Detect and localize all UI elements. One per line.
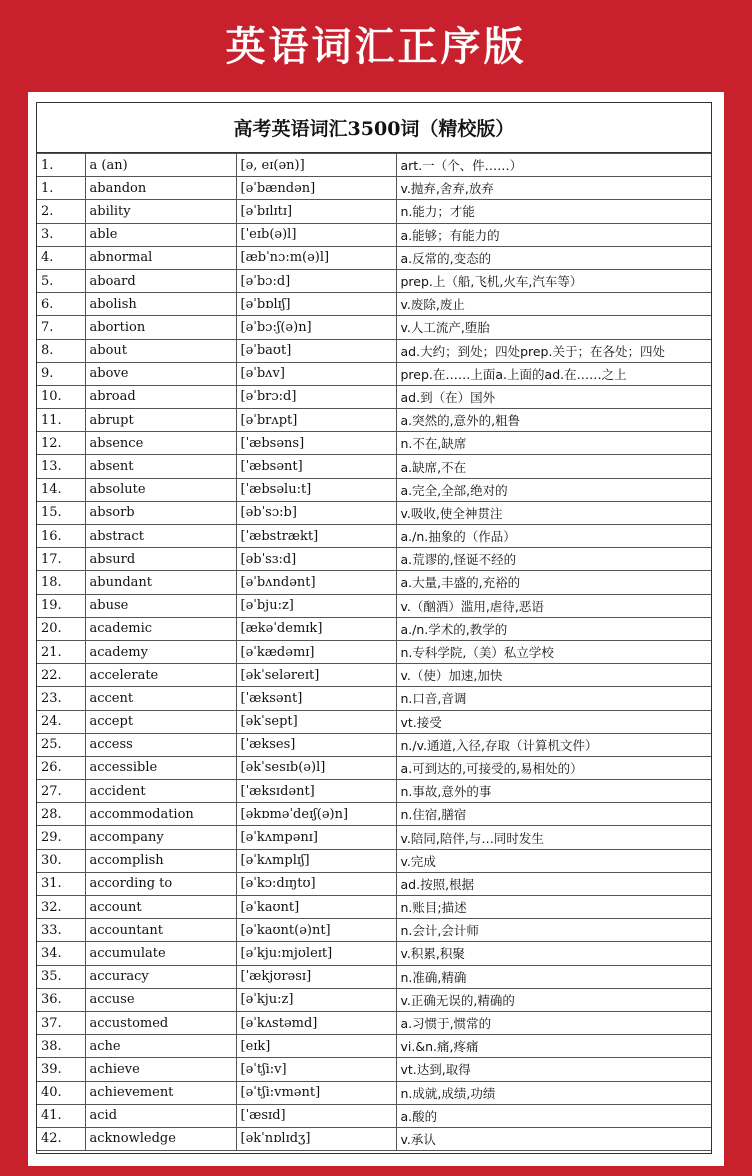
meaning-cell: a.完全,全部,绝对的 (396, 478, 711, 501)
phonetic-cell: [əˈbɪlɪtɪ] (236, 200, 396, 223)
phonetic-cell: [əˈkju:z] (236, 988, 396, 1011)
row-number-cell: 36. (37, 988, 85, 1011)
phonetic-cell: [əbˈsɜ:d] (236, 548, 396, 571)
row-number-cell: 26. (37, 756, 85, 779)
phonetic-cell: [əbˈsɔ:b] (236, 501, 396, 524)
row-number-cell: 16. (37, 525, 85, 548)
row-number-cell: 38. (37, 1035, 85, 1058)
document-title-text: 高考英语词汇3500词（精校版） (233, 118, 515, 140)
word-cell: absorb (85, 501, 236, 524)
phonetic-cell: [ˈæksənt] (236, 687, 396, 710)
row-number-cell: 2. (37, 200, 85, 223)
phonetic-cell: [ˈeɪb(ə)l] (236, 223, 396, 246)
word-cell: abroad (85, 385, 236, 408)
row-number-cell: 23. (37, 687, 85, 710)
row-number-cell: 34. (37, 942, 85, 965)
row-number-cell: 5. (37, 269, 85, 292)
row-number-cell: 40. (37, 1081, 85, 1104)
table-row (37, 988, 711, 1011)
word-cell: absence (85, 432, 236, 455)
table-row (37, 223, 711, 246)
table-row (37, 432, 711, 455)
word-cell: academy (85, 640, 236, 663)
table-row (37, 594, 711, 617)
word-cell: above (85, 362, 236, 385)
word-cell: abolish (85, 293, 236, 316)
meaning-cell: a.荒谬的,怪诞不经的 (396, 548, 711, 571)
phonetic-cell: [əˈkædəmɪ] (236, 640, 396, 663)
phonetic-cell: [əˈkju:mjʊleɪt] (236, 942, 396, 965)
meaning-cell: a.突然的,意外的,粗鲁 (396, 409, 711, 432)
row-number-cell: 21. (37, 640, 85, 663)
row-number-cell: 25. (37, 733, 85, 756)
row-number-cell: 31. (37, 872, 85, 895)
row-number-cell: 42. (37, 1127, 85, 1150)
document-page (28, 92, 724, 1166)
word-cell: abuse (85, 594, 236, 617)
row-number-cell: 32. (37, 896, 85, 919)
word-cell: acid (85, 1104, 236, 1127)
table-row (37, 942, 711, 965)
word-cell: accuracy (85, 965, 236, 988)
table-row (37, 1104, 711, 1127)
meaning-cell: n.能力；才能 (396, 200, 711, 223)
row-number-cell: 39. (37, 1058, 85, 1081)
table-row (37, 455, 711, 478)
meaning-cell: prep.在……上面a.上面的ad.在……之上 (396, 362, 711, 385)
row-number-cell: 11. (37, 409, 85, 432)
phonetic-cell: [ˈæbsənt] (236, 455, 396, 478)
phonetic-cell: [æbˈnɔ:m(ə)l] (236, 246, 396, 269)
table-row (37, 965, 711, 988)
phonetic-cell: [əˈbju:z] (236, 594, 396, 617)
phonetic-cell: [əˈbrʌpt] (236, 409, 396, 432)
table-row (37, 803, 711, 826)
meaning-cell: v.抛弃,舍弃,放弃 (396, 177, 711, 200)
meaning-cell: a.酸的 (396, 1104, 711, 1127)
meaning-cell: n.账目;描述 (396, 896, 711, 919)
row-number-cell: 30. (37, 849, 85, 872)
table-row (37, 501, 711, 524)
word-cell: achievement (85, 1081, 236, 1104)
word-cell: accuse (85, 988, 236, 1011)
table-row (37, 1058, 711, 1081)
phonetic-cell: [əˈbɒlɪʃ] (236, 293, 396, 316)
meaning-cell: n.口音,音调 (396, 687, 711, 710)
phonetic-cell: [ˈæbstrækt] (236, 525, 396, 548)
row-number-cell: 33. (37, 919, 85, 942)
word-cell: accumulate (85, 942, 236, 965)
meaning-cell: ad.到（在）国外 (396, 385, 711, 408)
meaning-cell: a./n.抽象的（作品） (396, 525, 711, 548)
meaning-cell: n.成就,成绩,功绩 (396, 1081, 711, 1104)
word-cell: access (85, 733, 236, 756)
table-row (37, 756, 711, 779)
phonetic-cell: [əkˈsept] (236, 710, 396, 733)
table-row (37, 1127, 711, 1150)
word-cell: abnormal (85, 246, 236, 269)
row-number-cell: 10. (37, 385, 85, 408)
meaning-cell: art.一（个、件……） (396, 154, 711, 177)
phonetic-cell: [əˈbʌndənt] (236, 571, 396, 594)
word-cell: academic (85, 617, 236, 640)
table-row (37, 362, 711, 385)
word-cell: accelerate (85, 664, 236, 687)
phonetic-cell: [əˈbʌv] (236, 362, 396, 385)
phonetic-cell: [ˈækjʊrəsɪ] (236, 965, 396, 988)
meaning-cell: a.能够；有能力的 (396, 223, 711, 246)
meaning-cell: a.缺席,不在 (396, 455, 711, 478)
document-title (37, 103, 711, 153)
word-cell: absent (85, 455, 236, 478)
row-number-cell: 14. (37, 478, 85, 501)
table-row (37, 687, 711, 710)
word-cell: account (85, 896, 236, 919)
meaning-cell: ad.大约；到处；四处prep.关于；在各处；四处 (396, 339, 711, 362)
phonetic-cell: [əˈkaʊnt(ə)nt] (236, 919, 396, 942)
vocabulary-table (37, 153, 711, 1151)
word-cell: absolute (85, 478, 236, 501)
row-number-cell: 9. (37, 362, 85, 385)
phonetic-cell: [əˈbrɔ:d] (236, 385, 396, 408)
table-row (37, 896, 711, 919)
phonetic-cell: [əˈkʌmpənɪ] (236, 826, 396, 849)
phonetic-cell: [əˈkɔ:dɪŋtʊ] (236, 872, 396, 895)
table-row (37, 478, 711, 501)
meaning-cell: v.废除,废止 (396, 293, 711, 316)
word-cell: accept (85, 710, 236, 733)
meaning-cell: v.人工流产,堕胎 (396, 316, 711, 339)
word-cell: aboard (85, 269, 236, 292)
row-number-cell: 17. (37, 548, 85, 571)
phonetic-cell: [əˈkaʊnt] (236, 896, 396, 919)
word-cell: accident (85, 780, 236, 803)
word-cell: abrupt (85, 409, 236, 432)
row-number-cell: 13. (37, 455, 85, 478)
table-row (37, 525, 711, 548)
phonetic-cell: [əˈtʃi:vmənt] (236, 1081, 396, 1104)
word-cell: absurd (85, 548, 236, 571)
word-cell: abortion (85, 316, 236, 339)
word-cell: about (85, 339, 236, 362)
meaning-cell: n.专科学院,（美）私立学校 (396, 640, 711, 663)
row-number-cell: 22. (37, 664, 85, 687)
meaning-cell: a./n.学术的,教学的 (396, 617, 711, 640)
meaning-cell: v.陪同,陪伴,与…同时发生 (396, 826, 711, 849)
table-row (37, 1011, 711, 1034)
phonetic-cell: [ˈækses] (236, 733, 396, 756)
row-number-cell: 15. (37, 501, 85, 524)
meaning-cell: a.可到达的,可接受的,易相处的） (396, 756, 711, 779)
table-row (37, 571, 711, 594)
phonetic-cell: [əkˈsesɪb(ə)l] (236, 756, 396, 779)
word-cell: abundant (85, 571, 236, 594)
row-number-cell: 28. (37, 803, 85, 826)
table-row (37, 826, 711, 849)
row-number-cell: 1. (37, 154, 85, 177)
table-row (37, 385, 711, 408)
table-row (37, 640, 711, 663)
table-row (37, 339, 711, 362)
table-row (37, 780, 711, 803)
row-number-cell: 37. (37, 1011, 85, 1034)
phonetic-cell: [əkɒməˈdeɪʃ(ə)n] (236, 803, 396, 826)
table-row (37, 269, 711, 292)
row-number-cell: 41. (37, 1104, 85, 1127)
meaning-cell: v.（酗酒）滥用,虐待,恶语 (396, 594, 711, 617)
row-number-cell: 7. (37, 316, 85, 339)
table-row (37, 246, 711, 269)
word-cell: ache (85, 1035, 236, 1058)
word-cell: accomplish (85, 849, 236, 872)
word-cell: acknowledge (85, 1127, 236, 1150)
word-cell: abstract (85, 525, 236, 548)
word-cell: achieve (85, 1058, 236, 1081)
meaning-cell: vt.达到,取得 (396, 1058, 711, 1081)
phonetic-cell: [eɪk] (236, 1035, 396, 1058)
table-row (37, 409, 711, 432)
vocabulary-table-body (37, 154, 711, 1151)
table-row (37, 154, 711, 177)
table-row (37, 548, 711, 571)
meaning-cell: vt.接受 (396, 710, 711, 733)
meaning-cell: n.不在,缺席 (396, 432, 711, 455)
row-number-cell: 3. (37, 223, 85, 246)
row-number-cell: 20. (37, 617, 85, 640)
meaning-cell: prep.上（船,飞机,火车,汽车等） (396, 269, 711, 292)
row-number-cell: 35. (37, 965, 85, 988)
phonetic-cell: [əkˈseləreɪt] (236, 664, 396, 687)
word-cell: ability (85, 200, 236, 223)
meaning-cell: n.事故,意外的事 (396, 780, 711, 803)
vocabulary-table-frame (36, 102, 712, 1154)
phonetic-cell: [əˈbɔ:d] (236, 269, 396, 292)
meaning-cell: v.吸收,使全神贯注 (396, 501, 711, 524)
row-number-cell: 18. (37, 571, 85, 594)
row-number-cell: 12. (37, 432, 85, 455)
meaning-cell: n.住宿,膳宿 (396, 803, 711, 826)
meaning-cell: a.习惯于,惯常的 (396, 1011, 711, 1034)
word-cell: accommodation (85, 803, 236, 826)
phonetic-cell: [əˈbɔ:ʃ(ə)n] (236, 316, 396, 339)
phonetic-cell: [ˈæbsəns] (236, 432, 396, 455)
meaning-cell: n.准确,精确 (396, 965, 711, 988)
table-row (37, 177, 711, 200)
word-cell: abandon (85, 177, 236, 200)
word-cell: accountant (85, 919, 236, 942)
meaning-cell: a.反常的,变态的 (396, 246, 711, 269)
phonetic-cell: [əˈkʌmplɪʃ] (236, 849, 396, 872)
phonetic-cell: [ˈæksɪdənt] (236, 780, 396, 803)
row-number-cell: 27. (37, 780, 85, 803)
table-row (37, 1035, 711, 1058)
phonetic-cell: [əˈbaʊt] (236, 339, 396, 362)
table-row (37, 733, 711, 756)
meaning-cell: v.正确无误的,精确的 (396, 988, 711, 1011)
word-cell: a (an) (85, 154, 236, 177)
phonetic-cell: [ˈæsɪd] (236, 1104, 396, 1127)
phonetic-cell: [əˈkʌstəmd] (236, 1011, 396, 1034)
table-row (37, 316, 711, 339)
phonetic-cell: [əkˈnɒlɪdʒ] (236, 1127, 396, 1150)
word-cell: according to (85, 872, 236, 895)
row-number-cell: 8. (37, 339, 85, 362)
meaning-cell: v.承认 (396, 1127, 711, 1150)
table-row (37, 710, 711, 733)
phonetic-cell: [əˈbændən] (236, 177, 396, 200)
meaning-cell: a.大量,丰盛的,充裕的 (396, 571, 711, 594)
table-row (37, 919, 711, 942)
phonetic-cell: [əˈtʃi:v] (236, 1058, 396, 1081)
row-number-cell: 6. (37, 293, 85, 316)
table-row (37, 872, 711, 895)
table-row (37, 617, 711, 640)
row-number-cell: 4. (37, 246, 85, 269)
meaning-cell: v.完成 (396, 849, 711, 872)
banner (0, 0, 752, 86)
row-number-cell: 1. (37, 177, 85, 200)
phonetic-cell: [ˈæbsəlu:t] (236, 478, 396, 501)
phonetic-cell: [ə, eɪ(ən)] (236, 154, 396, 177)
meaning-cell: n.会计,会计师 (396, 919, 711, 942)
meaning-cell: n./v.通道,入径,存取（计算机文件） (396, 733, 711, 756)
word-cell: accent (85, 687, 236, 710)
meaning-cell: v.积累,积聚 (396, 942, 711, 965)
meaning-cell: ad.按照,根据 (396, 872, 711, 895)
row-number-cell: 19. (37, 594, 85, 617)
word-cell: accessible (85, 756, 236, 779)
meaning-cell: v.（使）加速,加快 (396, 664, 711, 687)
table-row (37, 200, 711, 223)
table-row (37, 849, 711, 872)
row-number-cell: 29. (37, 826, 85, 849)
word-cell: able (85, 223, 236, 246)
row-number-cell: 24. (37, 710, 85, 733)
table-row (37, 293, 711, 316)
table-row (37, 1081, 711, 1104)
banner-title: 英语词汇正序版 (225, 23, 527, 70)
table-row (37, 664, 711, 687)
phonetic-cell: [ækəˈdemɪk] (236, 617, 396, 640)
meaning-cell: vi.&n.痛,疼痛 (396, 1035, 711, 1058)
word-cell: accustomed (85, 1011, 236, 1034)
word-cell: accompany (85, 826, 236, 849)
